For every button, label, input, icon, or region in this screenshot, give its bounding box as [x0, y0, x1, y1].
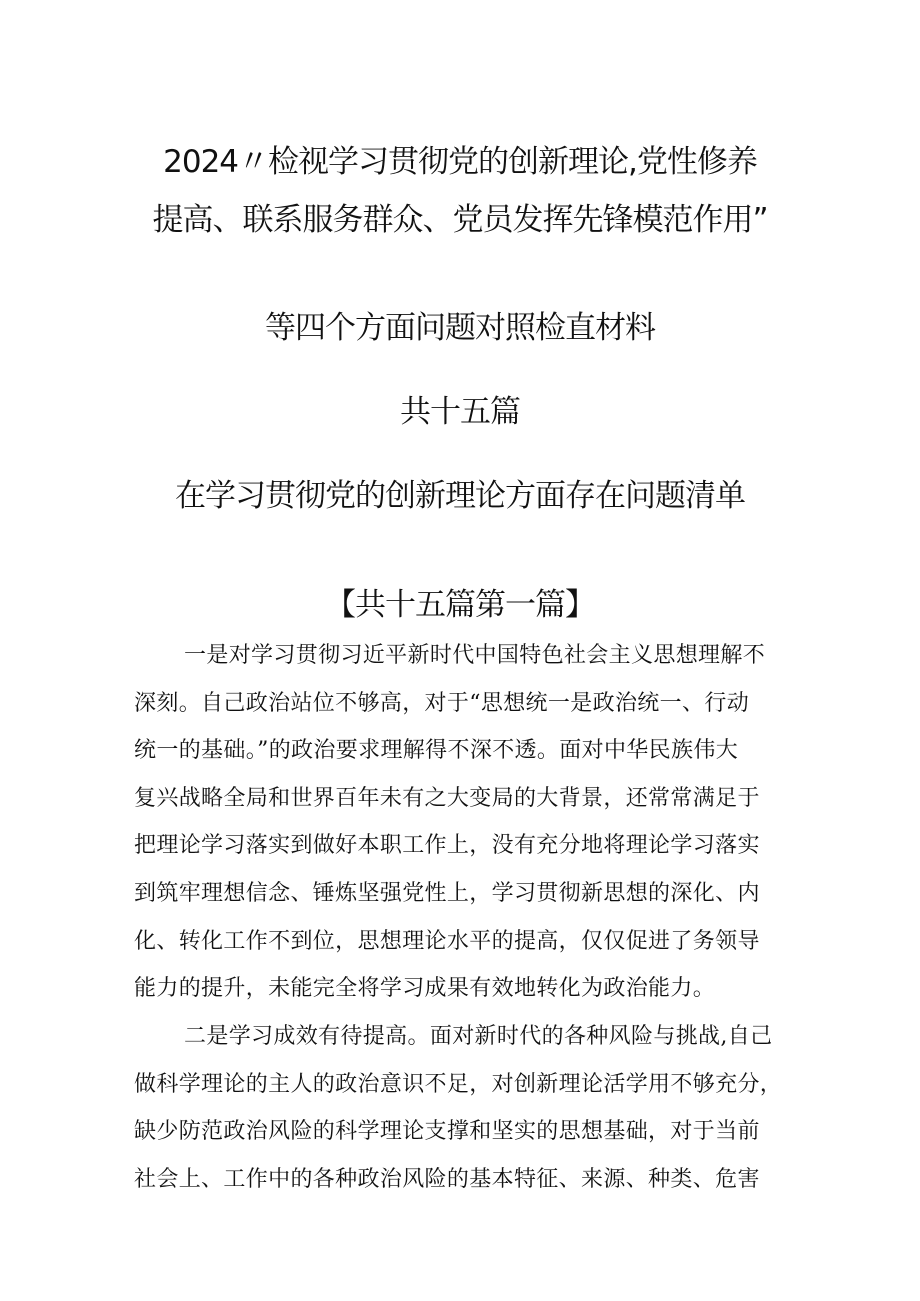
document-section-heading: 在学习贯彻党的创新理论方面存在问题清单 — [175, 478, 745, 514]
paragraph-1-line: 化、转化工作不到位，思想理论水平的提高，仅仅促进了务领导 — [134, 928, 760, 954]
document-title-line-1: 2024〃检视学习贯彻党的创新理论,党性修养 — [163, 144, 757, 180]
paragraph-1 — [134, 632, 794, 1013]
document-part-heading: 【共十五篇第一篇】 — [325, 587, 595, 623]
paragraph-2-line: 做科学理论的主人的政治意识不足，对创新理论活学用不够充分， — [134, 1071, 783, 1097]
paragraph-1-line: 到筑牢理想信念、锤炼坚强党性上，学习贯彻新思想的深化、内 — [134, 880, 760, 906]
paragraph-1-line: 能力的提升，未能完全将学习成果有效地转化为政治能力。 — [134, 976, 716, 1002]
paragraph-2-line: 缺少防范政治风险的科学理论支撑和坚实的思想基础，对于当前 — [134, 1119, 760, 1145]
paragraph-1-line: 一是对学习贯彻习近平新时代中国特色社会主义思想理解不 — [184, 643, 766, 668]
paragraph-1-line: 统一的基础。”的政治要求理解得不深不透。面对中华民族伟大 — [134, 738, 739, 764]
paragraph-1-line: 深刻。自己政治站位不够高，对于“思想统一是政治统一、行动 — [134, 690, 750, 716]
paragraph-2-line: 社会上、工作中的各种政治风险的基本特征、来源、种类、危害 — [134, 1166, 760, 1192]
paragraph-1-line: 把理论学习落实到做好本职工作上，没有充分地将理论学习落实 — [134, 833, 760, 859]
document-subtitle-count: 共十五篇 — [400, 394, 520, 430]
paragraph-2-line: 二是学习成效有待提高。面对新时代的各种风险与挑战,自己 — [184, 1024, 773, 1049]
document-title-line-3: 等四个方面问题对照检直材料 — [265, 310, 655, 346]
paragraph-2 — [134, 1013, 794, 1203]
paragraph-1-line: 复兴战略全局和世界百年未有之大变局的大背景，还常常满足于 — [134, 785, 760, 811]
document-title-line-2: 提高、联系服务群众、党员发挥先锋模范作用” — [152, 202, 768, 238]
